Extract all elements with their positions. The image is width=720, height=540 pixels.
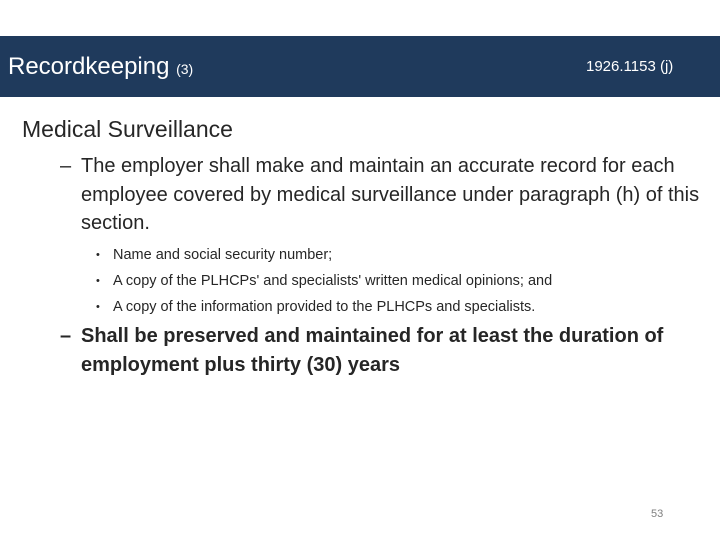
sub-bullet-text: A copy of the information provided to the PLHCPs and specialists.: [113, 299, 536, 315]
bullet-marker: •: [96, 301, 100, 313]
page-number: 53: [651, 508, 664, 520]
bullet-marker: •: [96, 249, 100, 261]
sub-bullet-text: Name and social security number;: [113, 247, 333, 263]
dash-marker: –: [60, 155, 72, 177]
sub-bullet-text: A copy of the PLHCPs' and specialists' written medical opinions; and: [113, 273, 553, 289]
dash-marker: –: [60, 325, 72, 347]
sub-bullet-list: [96, 242, 696, 320]
regulation-reference: 1926.1153 (j): [586, 58, 674, 75]
list-item-text: Shall be preserved and maintained for at least the duration of employment plus thirty (30) years: [81, 325, 664, 376]
slide-title-text: Recordkeeping: [8, 53, 170, 80]
list-item-text: The employer shall make and maintain an accurate record for each employee covered by medical surveillance under paragraph (h) of this section.: [81, 155, 700, 234]
sub-bullet-item: [96, 294, 696, 320]
slide-title-sub: (3): [176, 61, 194, 77]
bullet-marker: •: [96, 275, 100, 287]
sub-bullet-item: [96, 242, 696, 268]
section-heading: Medical Surveillance: [22, 116, 233, 142]
sub-bullet-item: [96, 268, 696, 294]
